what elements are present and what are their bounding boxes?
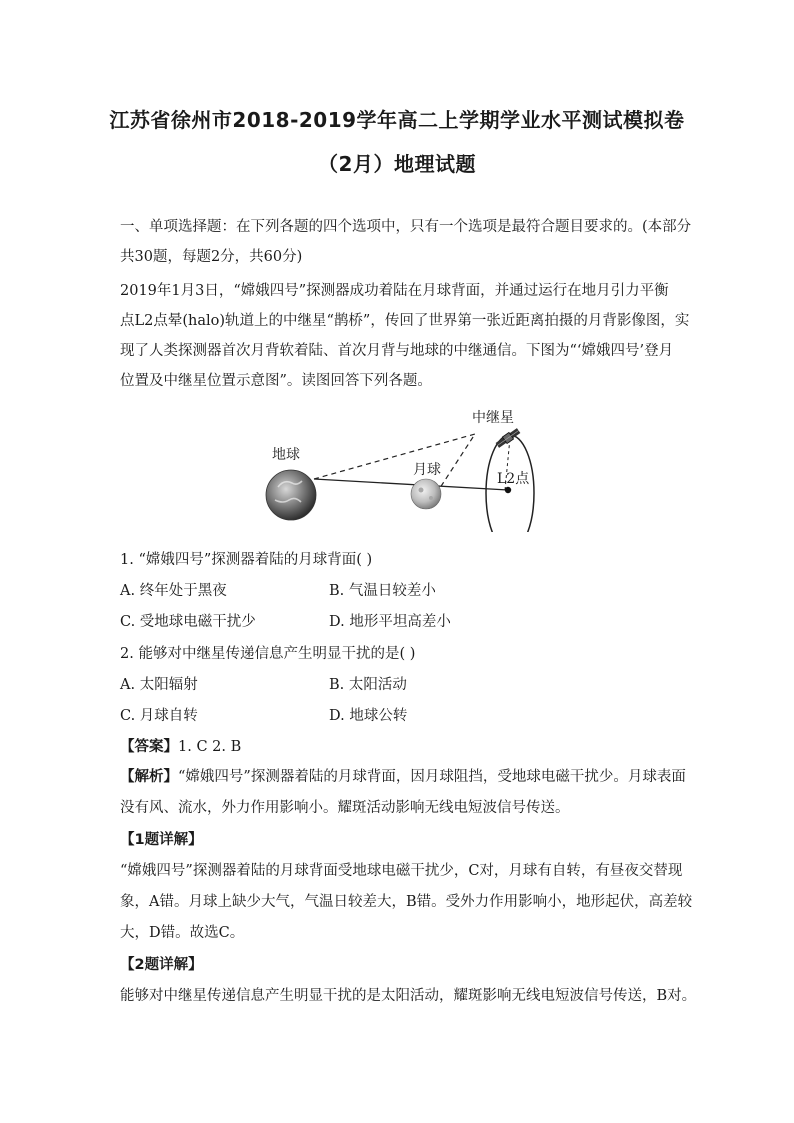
answer-text: 1. C 2. B: [178, 739, 242, 755]
section-heading-line1: 一、单项选择题：在下列各题的四个选项中，只有一个选项是最符合题目要求的。(本部分: [120, 219, 692, 235]
question-1-option-c: C. 受地球电磁干扰少: [120, 614, 256, 630]
moon-relay-dashed-line: [436, 434, 475, 494]
detail-1-label: 【1题详解】: [120, 832, 203, 848]
detail-2-label: 【2题详解】: [120, 957, 203, 973]
moon-label: 月球: [413, 462, 441, 478]
question-2-stem: 2. 能够对中继星传递信息产生明显干扰的是( ): [120, 646, 416, 662]
question-1-option-b: B. 气温日较差小: [329, 583, 436, 599]
relay-satellite-label: 中继星: [472, 410, 514, 426]
page-title-line2: （2月）地理试题: [318, 152, 476, 176]
detail-1-line3: 大，D错。故选C。: [120, 925, 245, 941]
earth-icon: [266, 470, 316, 520]
earth-label: 地球: [272, 447, 300, 463]
page-title-line1: 江苏省徐州市2018-2019学年高二上学期学业水平测试模拟卷: [109, 108, 685, 132]
analysis-line1: [120, 762, 686, 792]
question-1-stem: 1. “嫦娥四号”探测器着陆的月球背面( ): [120, 552, 373, 568]
question-2-option-a: A. 太阳辐射: [120, 677, 198, 693]
section-heading-line2: 共30题，每题2分，共60分): [120, 249, 303, 265]
moon-icon: [411, 479, 441, 509]
intro-line1: 2019年1月3日，“嫦娥四号”探测器成功着陆在月球背面，并通过运行在地月引力平衡: [120, 283, 669, 299]
analysis-label: 【解析】: [120, 769, 178, 785]
earth-moon-relay-diagram: [250, 402, 550, 532]
detail-1-line2: 象，A错。月球上缺少大气，气温日较差大，B错。受外力作用影响小，地形起伏，高差较: [120, 894, 693, 910]
earth-relay-dashed-line: [314, 434, 475, 479]
analysis-line2: 没有风、流水，外力作用影响小。耀斑活动影响无线电短波信号传送。: [120, 800, 570, 816]
detail-2-line1: 能够对中继星传递信息产生明显干扰的是太阳活动，耀斑影响无线电短波信号传送，B对。: [120, 988, 697, 1004]
question-2-option-d: D. 地球公转: [329, 708, 408, 724]
earth-l2-line: [314, 479, 508, 490]
detail-1-line1: “嫦娥四号”探测器着陆的月球背面受地球电磁干扰少，C对，月球有自转，有昼夜交替现: [120, 863, 683, 879]
question-1-option-d: D. 地形平坦高差小: [329, 614, 451, 630]
l2-point-label: L2点: [497, 471, 530, 487]
intro-line3: 现了人类探测器首次月背软着陆、首次月背与地球的中继通信。下图为“‘嫦娥四号’登月: [120, 343, 674, 359]
question-1-option-a: A. 终年处于黑夜: [120, 583, 227, 599]
answer-label: 【答案】: [120, 739, 178, 755]
question-2-option-b: B. 太阳活动: [329, 677, 407, 693]
intro-line2: 点L2点晕(halo)轨道上的中继星“鹊桥”，传回了世界第一张近距离拍摄的月背影像图，实: [120, 313, 690, 329]
answer-row: [120, 732, 241, 762]
intro-line4: 位置及中继星位置示意图”。读图回答下列各题。: [120, 373, 432, 389]
analysis-text-1: “嫦娥四号”探测器着陆的月球背面，因月球阻挡，受地球电磁干扰少。月球表面: [178, 769, 686, 785]
question-2-option-c: C. 月球自转: [120, 708, 198, 724]
